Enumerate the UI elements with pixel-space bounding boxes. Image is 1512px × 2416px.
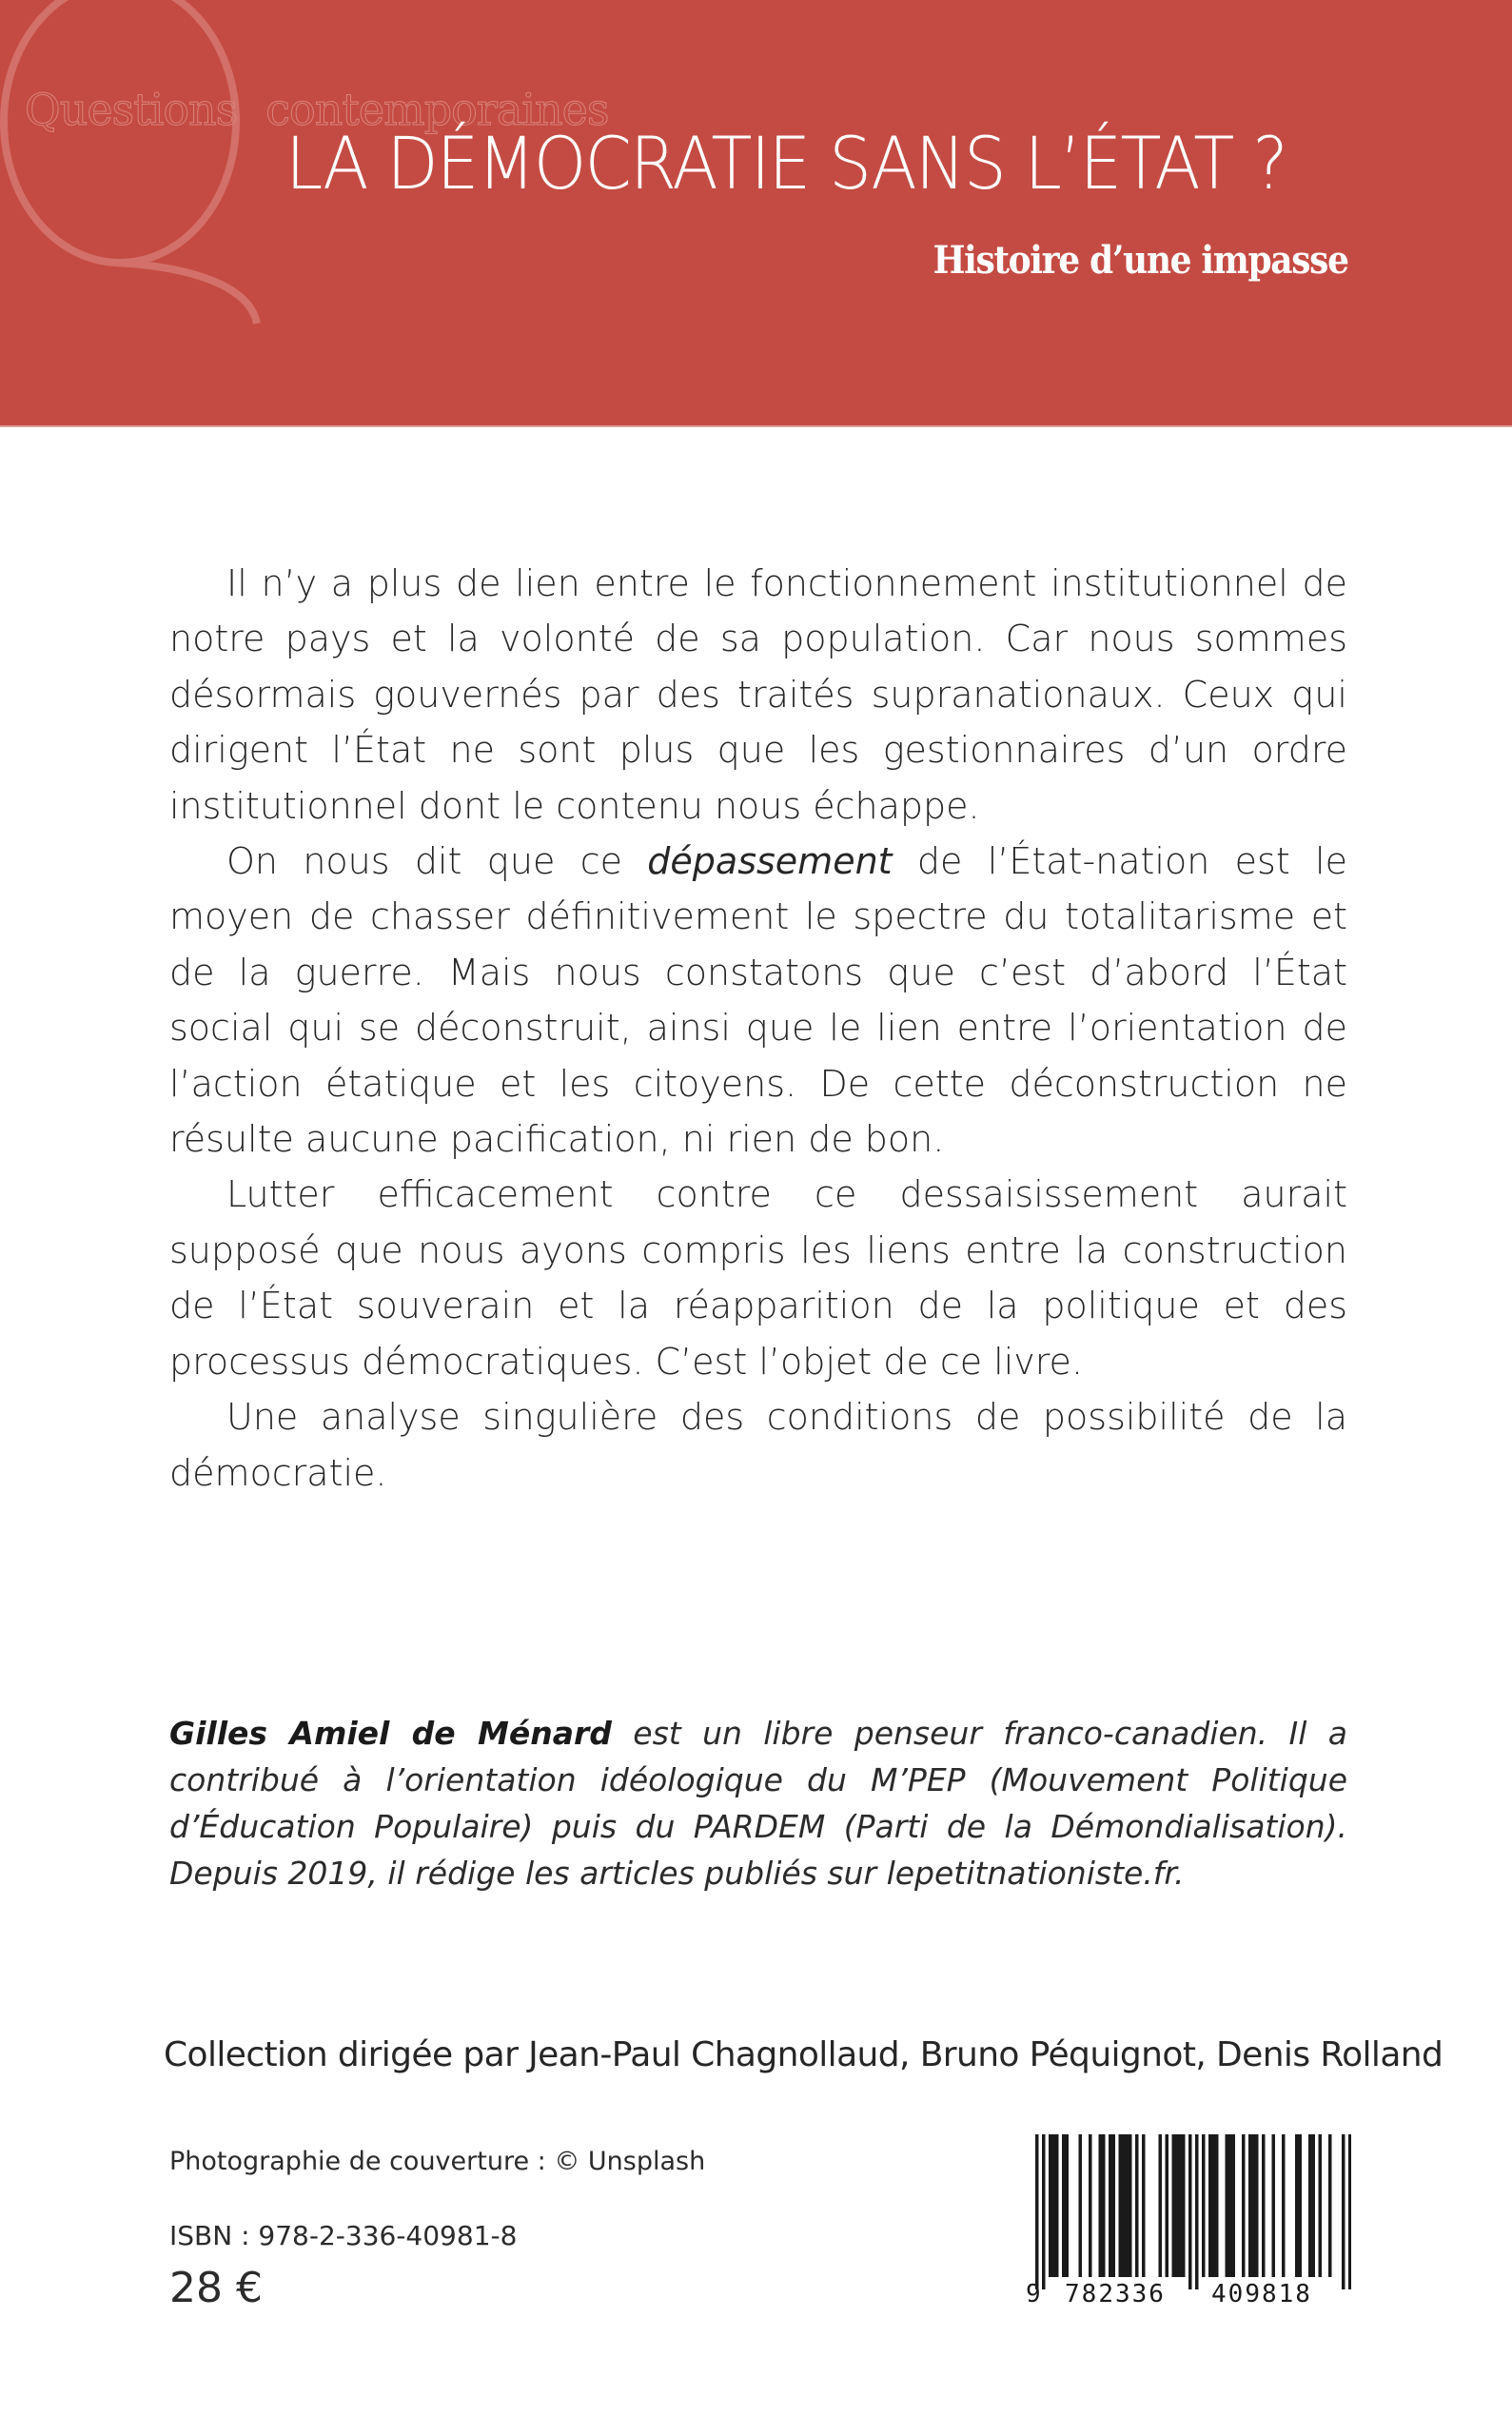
barcode-left-digits: 782336 [1065,2280,1166,2308]
header-divider [0,425,1512,427]
barcode-first-digit: 9 [1026,2280,1041,2308]
blurb-paragraph [169,834,1347,1167]
q-letter-icon [0,0,285,328]
series-word-1: Questions [25,84,238,135]
photo-credit: Photographie de couverture : © Unsplash [169,2147,706,2176]
blurb-text: de l’État-nation est le moyen de chasser définitivement le spectre du totalitarisme et de la guerre. Mais nous constatons que c’est d’abord l’État social qui se déconstruit, ainsi que le lien entre l’orientation de l’action étatique et les citoyens. De cette déconstruction ne résulte aucune pacification, ni rien de bon. [169,840,1347,1161]
series-word-2: contemporaines [265,84,609,135]
isbn-number: ISBN : 978-2-336-40981-8 [169,2220,518,2251]
author-bio [169,1710,1347,1896]
author-name: Gilles Amiel de Ménard [169,1715,612,1752]
blurb-paragraph: Une analyse singulière des conditions de possibilité de la démocratie. [169,1396,1347,1494]
barcode-right-digits: 409818 [1211,2280,1312,2308]
book-subtitle: Histoire d’une impasse [933,238,1348,283]
book-title: LA DÉMOCRATIE SANS L’ÉTAT ? [285,121,1286,206]
cover-header-band [0,0,1512,426]
author-bio-text: est un libre penseur franco-canadien. Il a contribué à l’orientation idéologique du M’PEP (Mouvement Politique d’Éducation Populaire) puis du PARDEM (Parti de la Démondialisation). Depuis 2019, il rédige les articles publiés sur lepetitnationiste.fr. [169,1715,1347,1892]
blurb-emphasis: dépassement [647,840,893,883]
blurb-text: On nous dit que ce [226,840,648,883]
back-cover-blurb [169,556,1347,1501]
collection-editors: Collection dirigée par Jean-Paul Chagnollaud, Bruno Péquignot, Denis Rolland [164,2035,1443,2074]
price: 28 € [169,2264,263,2312]
barcode-bars [1035,2134,1351,2289]
ean13-barcode-icon [1018,2134,1351,2308]
blurb-paragraph: Lutter efficacement contre ce dessaisissement aurait supposé que nous ayons compris les liens entre la construction de l’État souverain et la réapparition de la politique et des processus démocratiques. C’est l’objet de ce livre. [169,1173,1347,1383]
blurb-paragraph: Il n’y a plus de lien entre le fonctionnement institutionnel de notre pays et la volonté de sa population. Car nous sommes désormais gouvernés par des traités supranationaux. Ceux qui dirigent l’État ne sont plus que les gestionnaires d’un ordre institutionnel dont le contenu nous échappe. [169,562,1347,827]
